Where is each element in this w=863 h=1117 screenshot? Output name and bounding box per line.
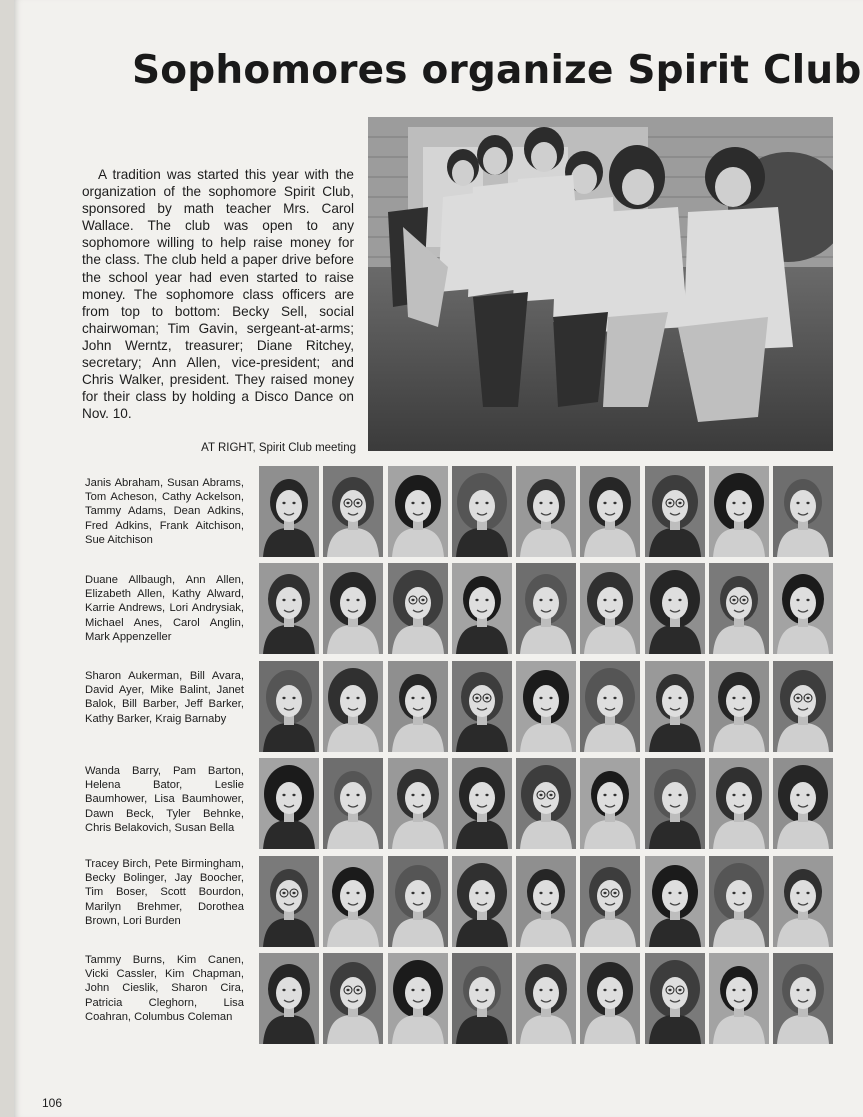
student-portrait — [452, 563, 512, 654]
student-portrait — [388, 563, 448, 654]
student-portrait — [388, 758, 448, 849]
student-portrait — [516, 758, 576, 849]
student-portrait — [709, 953, 769, 1044]
student-portrait — [580, 758, 640, 849]
student-portrait — [516, 563, 576, 654]
student-portrait — [709, 661, 769, 752]
student-portrait — [645, 661, 705, 752]
student-portrait — [452, 953, 512, 1044]
portrait-grid — [259, 466, 837, 1044]
student-portrait — [452, 466, 512, 557]
student-portrait — [388, 466, 448, 557]
student-portrait — [388, 661, 448, 752]
student-portrait — [773, 953, 833, 1044]
student-portrait — [645, 758, 705, 849]
student-portrait — [773, 758, 833, 849]
student-portrait — [259, 758, 319, 849]
student-portrait — [259, 563, 319, 654]
student-portrait — [516, 953, 576, 1044]
student-portrait — [259, 466, 319, 557]
student-portrait — [645, 953, 705, 1044]
student-portrait — [580, 856, 640, 947]
student-portrait — [516, 466, 576, 557]
student-portrait — [580, 953, 640, 1044]
student-portrait — [773, 661, 833, 752]
student-portrait — [452, 661, 512, 752]
student-portrait — [323, 953, 383, 1044]
group-photo-illustration — [368, 117, 833, 451]
student-portrait — [516, 661, 576, 752]
row-6-names: Tammy Burns, Kim Canen, Vicki Cassler, Kim Chapman, John Cieslik, Sharon Cira, Patricia Cleghorn, Lisa Coahran, Columbus Coleman — [85, 954, 244, 1023]
student-portrait — [323, 466, 383, 557]
spirit-club-group-photo — [368, 117, 833, 451]
student-portrait — [709, 856, 769, 947]
student-portrait — [259, 661, 319, 752]
student-portrait — [645, 466, 705, 557]
student-portrait — [709, 758, 769, 849]
student-portrait — [259, 856, 319, 947]
student-portrait — [388, 953, 448, 1044]
student-portrait — [580, 563, 640, 654]
student-portrait — [773, 856, 833, 947]
student-portrait — [323, 856, 383, 947]
photo-caption: AT RIGHT, Spirit Club meeting — [201, 442, 356, 454]
row-5-names: Tracey Birch, Pete Birmingham, Becky Bolinger, Jay Boocher, Tim Boser, Scott Bourdon, Marilyn Brehmer, Dorothea Brown, Lori Burden — [85, 858, 244, 927]
row-2-names: Duane Allbaugh, Ann Allen, Elizabeth Allen, Kathy Alward, Karrie Andrews, Lori Andrysiak, Michael Anes, Carol Anglin, Mark Appenzeller — [85, 574, 244, 643]
intro-paragraph: A tradition was started this year with the organization of the sophomore Spirit Club, sponsored by math teacher Mrs. Carol Wallace. The club was open to any sophomore willing to help raise money for the class. The club held a paper drive before the school year had even started to raise money. The sophomore class officers are from top to bottom: Becky Sell, social chairwoman; Tim Gavin, sergeant-at-arms; John Werntz, treasurer; Diane Ritchey, secretary; Ann Allen, vice-president; and Chris Walker, president. They raised money for their class by holding a Disco Dance on Nov. 10. — [82, 167, 354, 422]
student-portrait — [516, 856, 576, 947]
student-portrait — [645, 563, 705, 654]
student-portrait — [709, 563, 769, 654]
student-portrait — [773, 466, 833, 557]
student-portrait — [259, 953, 319, 1044]
student-portrait — [323, 661, 383, 752]
row-3-names: Sharon Aukerman, Bill Avara, David Ayer, Mike Balint, Janet Balok, Bill Barber, Jeff Barker, Kathy Barker, Kraig Barnaby — [85, 670, 244, 725]
row-1-names: Janis Abraham, Susan Abrams, Tom Acheson, Cathy Ackelson, Tammy Adams, Dean Adkins, Fred Adkins, Frank Aitchison, Sue Aitchison — [85, 477, 244, 546]
page-number: 106 — [42, 1096, 63, 1110]
student-portrait — [773, 563, 833, 654]
row-4-names: Wanda Barry, Pam Barton, Helena Bator, Leslie Baumhower, Lisa Baumhower, Dawn Beck, Tyler Behnke, Chris Belakovich, Susan Bella — [85, 765, 244, 834]
student-portrait — [580, 466, 640, 557]
student-portrait — [452, 856, 512, 947]
student-portrait — [323, 758, 383, 849]
student-portrait — [645, 856, 705, 947]
student-portrait — [452, 758, 512, 849]
page-title: Sophomores organize Spirit Club — [132, 48, 862, 93]
student-portrait — [580, 661, 640, 752]
student-portrait — [323, 563, 383, 654]
student-portrait — [709, 466, 769, 557]
student-portrait — [388, 856, 448, 947]
